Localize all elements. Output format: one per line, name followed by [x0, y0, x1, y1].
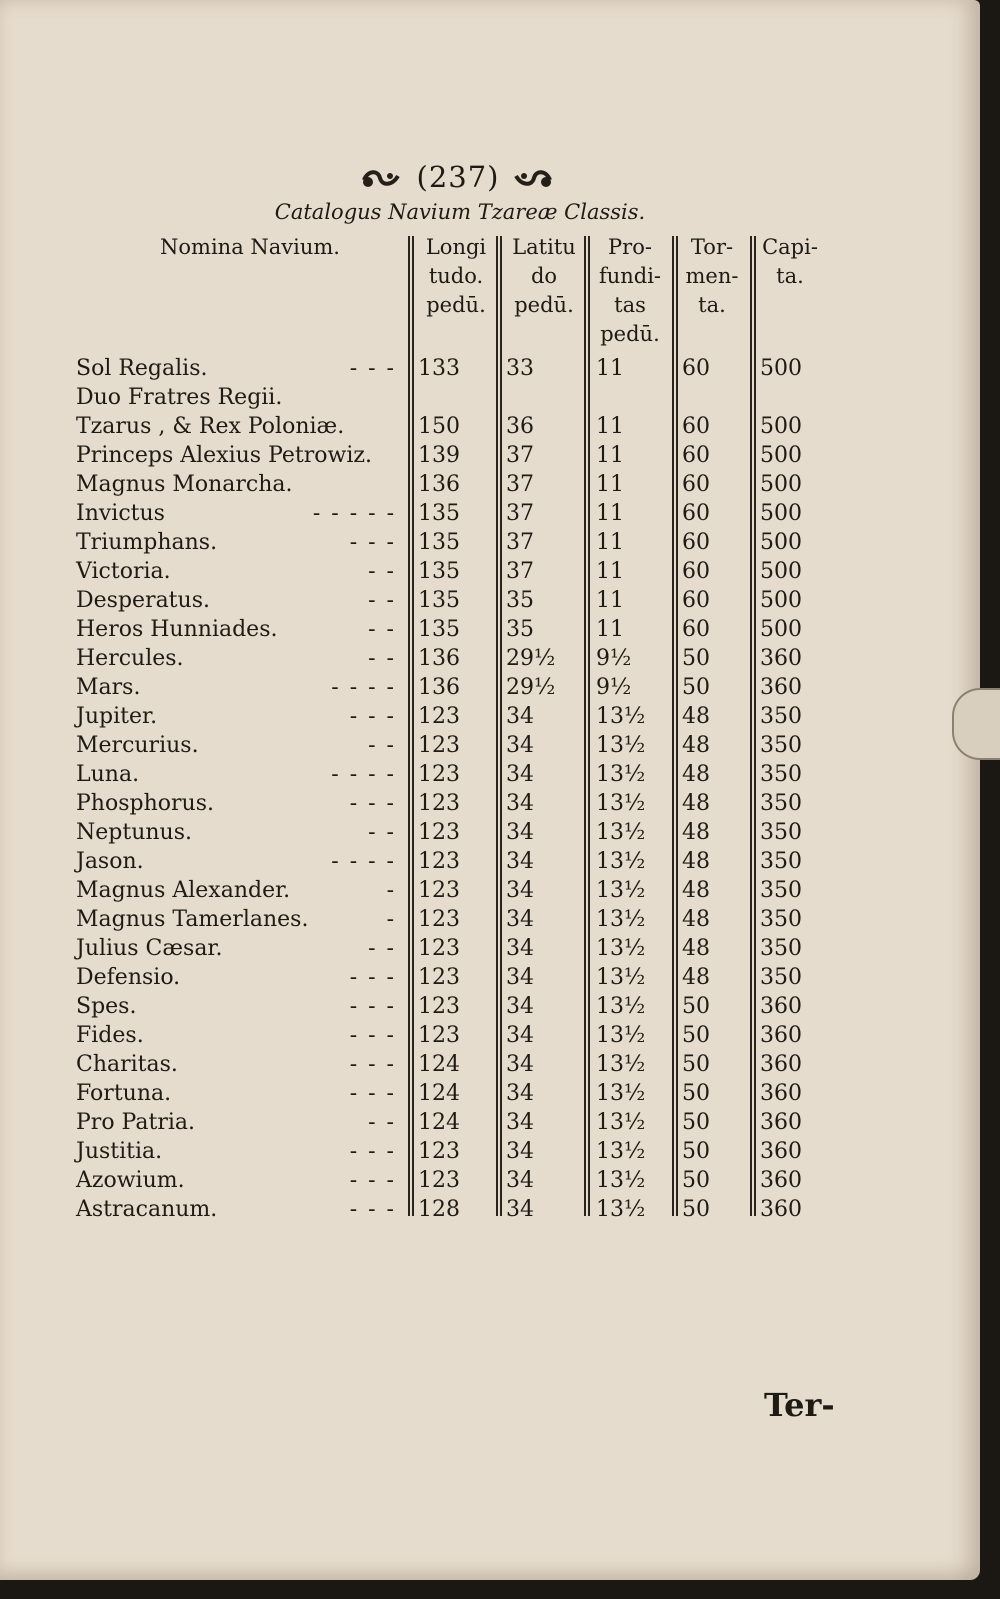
ship-depth: 9½ — [596, 646, 632, 671]
ship-width: 37 — [506, 559, 534, 584]
ship-crew: 500 — [760, 559, 802, 584]
ship-length: 135 — [418, 501, 460, 526]
ship-width: 34 — [506, 733, 534, 758]
leader-dashes: - - - — [349, 356, 396, 381]
ship-name: Defensio. — [76, 965, 181, 990]
ship-depth: 13½ — [596, 1168, 646, 1193]
table-row — [0, 1050, 980, 1079]
ship-depth: 13½ — [596, 994, 646, 1019]
ship-crew: 500 — [760, 414, 802, 439]
ship-crew: 360 — [760, 646, 802, 671]
table-row — [0, 470, 980, 499]
ship-depth: 11 — [596, 617, 624, 642]
header-depth-line: Pro- — [608, 235, 652, 259]
ship-name: Princeps Alexius Petrowiz. — [76, 443, 372, 468]
ship-crew: 350 — [760, 704, 802, 729]
ship-name: Pro Patria. — [76, 1110, 195, 1135]
ship-crew: 500 — [760, 530, 802, 555]
ship-name: Fides. — [76, 1023, 144, 1048]
ship-cannons: 60 — [682, 443, 710, 468]
ship-cannons: 48 — [682, 733, 710, 758]
header-depth-line: tas — [614, 293, 646, 317]
ship-cannons: 50 — [682, 675, 710, 700]
leader-dashes: - - - — [349, 530, 396, 555]
ship-name: Magnus Tamerlanes. — [76, 907, 309, 932]
leader-dashes: - - — [368, 559, 396, 584]
ship-length: 124 — [418, 1081, 460, 1106]
leader-dashes: - - - - - — [312, 501, 396, 526]
header-depth-line: pedū. — [600, 322, 660, 346]
ship-length: 123 — [418, 733, 460, 758]
table-row — [0, 702, 980, 731]
ship-length: 123 — [418, 849, 460, 874]
ship-depth: 13½ — [596, 704, 646, 729]
ship-width: 34 — [506, 994, 534, 1019]
ship-name: Hercules. — [76, 646, 184, 671]
ship-name: Heros Hunniades. — [76, 617, 278, 642]
ship-name: Magnus Monarcha. — [76, 472, 293, 497]
ship-cannons: 60 — [682, 501, 710, 526]
table-row — [0, 412, 980, 441]
ship-name: Azowium. — [76, 1168, 185, 1193]
ship-cannons: 60 — [682, 559, 710, 584]
table-row — [0, 441, 980, 470]
ship-width: 36 — [506, 414, 534, 439]
ship-width: 34 — [506, 1023, 534, 1048]
ship-depth: 13½ — [596, 965, 646, 990]
leader-dashes: - - - — [349, 1052, 396, 1077]
ship-name: Fortuna. — [76, 1081, 172, 1106]
ship-length: 135 — [418, 559, 460, 584]
leader-dashes: - - - - — [331, 762, 396, 787]
ship-crew: 350 — [760, 820, 802, 845]
ship-crew: 360 — [760, 1139, 802, 1164]
ship-width: 29½ — [506, 675, 556, 700]
table-row — [0, 1021, 980, 1050]
table-row — [0, 992, 980, 1021]
ship-depth: 11 — [596, 530, 624, 555]
ship-name: Duo Fratres Regii. — [76, 385, 283, 410]
header-cannons-line: Tor- — [690, 235, 734, 259]
ship-width: 37 — [506, 443, 534, 468]
header-crew-line: Capi- — [762, 235, 818, 259]
ship-name: Luna. — [76, 762, 140, 787]
table-row — [0, 934, 980, 963]
ship-cannons: 60 — [682, 588, 710, 613]
ship-length: 123 — [418, 704, 460, 729]
ship-width: 34 — [506, 878, 534, 903]
ship-width: 35 — [506, 617, 534, 642]
ship-crew: 350 — [760, 791, 802, 816]
ship-crew: 360 — [760, 1168, 802, 1193]
header-length — [416, 233, 496, 320]
ship-length: 128 — [418, 1197, 460, 1222]
ship-length: 123 — [418, 994, 460, 1019]
header-depth-line: fundi- — [598, 264, 662, 288]
table-row — [0, 383, 980, 412]
ship-length: 150 — [418, 414, 460, 439]
ship-depth: 13½ — [596, 1052, 646, 1077]
ship-crew: 350 — [760, 762, 802, 787]
ship-name: Mars. — [76, 675, 141, 700]
table-row — [0, 615, 980, 644]
header-length-line: Longi — [425, 235, 487, 259]
ship-depth: 11 — [596, 588, 624, 613]
ship-depth: 13½ — [596, 820, 646, 845]
ship-cannons: 60 — [682, 617, 710, 642]
ship-name: Victoria. — [76, 559, 171, 584]
ship-depth: 11 — [596, 414, 624, 439]
ship-depth: 11 — [596, 559, 624, 584]
ship-cannons: 50 — [682, 1081, 710, 1106]
ship-length: 124 — [418, 1052, 460, 1077]
ship-name: Tzarus , & Rex Poloniæ. — [76, 414, 345, 439]
ship-name: Mercurius. — [76, 733, 199, 758]
ship-depth: 13½ — [596, 1197, 646, 1222]
ship-depth: 11 — [596, 501, 624, 526]
leader-dashes: - - — [368, 617, 396, 642]
ship-crew: 360 — [760, 1023, 802, 1048]
ship-length: 133 — [418, 356, 460, 381]
leader-dashes: - - - — [349, 1139, 396, 1164]
ship-crew: 500 — [760, 617, 802, 642]
ship-cannons: 50 — [682, 1197, 710, 1222]
leader-dashes: - — [386, 907, 396, 932]
ship-length: 123 — [418, 820, 460, 845]
ship-depth: 13½ — [596, 849, 646, 874]
ship-name: Justitia. — [76, 1139, 163, 1164]
ship-crew: 350 — [760, 965, 802, 990]
leader-dashes: - - — [368, 588, 396, 613]
ship-depth: 13½ — [596, 936, 646, 961]
leader-dashes: - - - - — [331, 849, 396, 874]
header-depth — [592, 233, 668, 349]
ship-length: 136 — [418, 472, 460, 497]
ship-width: 35 — [506, 588, 534, 613]
ship-width: 33 — [506, 356, 534, 381]
header-cannons-line: ta. — [698, 293, 726, 317]
ship-depth: 13½ — [596, 1139, 646, 1164]
header-crew-line: ta. — [776, 264, 804, 288]
ship-cannons: 48 — [682, 965, 710, 990]
table-row — [0, 1166, 980, 1195]
table-row — [0, 876, 980, 905]
table-row — [0, 499, 980, 528]
ship-width: 29½ — [506, 646, 556, 671]
ship-crew: 360 — [760, 675, 802, 700]
ship-cannons: 48 — [682, 820, 710, 845]
ship-length: 124 — [418, 1110, 460, 1135]
table-row — [0, 673, 980, 702]
ship-depth: 13½ — [596, 791, 646, 816]
ship-name: Triumphans. — [76, 530, 218, 555]
leader-dashes: - - - — [349, 1168, 396, 1193]
leader-dashes: - - — [368, 646, 396, 671]
leader-dashes: - - - — [349, 1081, 396, 1106]
header-cannons — [680, 233, 744, 320]
ship-name: Sol Regalis. — [76, 356, 208, 381]
ship-crew: 360 — [760, 994, 802, 1019]
ship-length: 136 — [418, 646, 460, 671]
leader-dashes: - - — [368, 1110, 396, 1135]
ship-crew: 500 — [760, 443, 802, 468]
ship-depth: 13½ — [596, 1023, 646, 1048]
table-row — [0, 1108, 980, 1137]
leader-dashes: - - — [368, 733, 396, 758]
table-row — [0, 905, 980, 934]
ship-crew: 360 — [760, 1110, 802, 1135]
ship-depth: 13½ — [596, 878, 646, 903]
ship-width: 37 — [506, 501, 534, 526]
table-row — [0, 789, 980, 818]
ship-width: 34 — [506, 1081, 534, 1106]
ship-width: 34 — [506, 1110, 534, 1135]
ship-crew: 500 — [760, 588, 802, 613]
ship-length: 135 — [418, 588, 460, 613]
ship-cannons: 48 — [682, 849, 710, 874]
ship-depth: 11 — [596, 472, 624, 497]
ship-crew: 360 — [760, 1197, 802, 1222]
ship-length: 135 — [418, 617, 460, 642]
ship-depth: 9½ — [596, 675, 632, 700]
ship-name: Julius Cæsar. — [76, 936, 223, 961]
ship-name: Invictus — [76, 501, 165, 526]
table-row — [0, 1195, 980, 1224]
ship-name: Spes. — [76, 994, 137, 1019]
catalog-title: Catalogus Navium Tzareæ Classis. — [274, 200, 646, 224]
leader-dashes: - - - — [349, 965, 396, 990]
ship-length: 123 — [418, 1139, 460, 1164]
ship-depth: 11 — [596, 443, 624, 468]
ship-cannons: 50 — [682, 1023, 710, 1048]
ship-width: 34 — [506, 849, 534, 874]
ship-crew: 350 — [760, 936, 802, 961]
table-row — [0, 586, 980, 615]
header-cannons-line: men- — [685, 264, 739, 288]
fleuron-ornament-left-icon — [360, 166, 402, 194]
table-row — [0, 354, 980, 383]
ship-length: 135 — [418, 530, 460, 555]
ship-width: 37 — [506, 530, 534, 555]
page-number: (237) — [416, 160, 500, 194]
ship-width: 34 — [506, 1052, 534, 1077]
ship-depth: 13½ — [596, 733, 646, 758]
leader-dashes: - - - - — [331, 675, 396, 700]
leader-dashes: - — [386, 878, 396, 903]
leader-dashes: - - — [368, 820, 396, 845]
leader-dashes: - - - — [349, 704, 396, 729]
ship-name: Jason. — [76, 849, 144, 874]
ship-name: Jupiter. — [76, 704, 158, 729]
ship-cannons: 48 — [682, 907, 710, 932]
ship-depth: 13½ — [596, 1081, 646, 1106]
header-width-line: do — [530, 264, 558, 288]
ship-name: Magnus Alexander. — [76, 878, 291, 903]
ship-length: 123 — [418, 1023, 460, 1048]
ship-depth: 13½ — [596, 1110, 646, 1135]
ship-width: 37 — [506, 472, 534, 497]
ship-crew: 500 — [760, 501, 802, 526]
ship-cannons: 50 — [682, 1168, 710, 1193]
ship-cannons: 50 — [682, 1110, 710, 1135]
ship-cannons: 60 — [682, 472, 710, 497]
table-row — [0, 557, 980, 586]
ship-crew: 350 — [760, 907, 802, 932]
ship-cannons: 48 — [682, 704, 710, 729]
ship-cannons: 60 — [682, 356, 710, 381]
ship-width: 34 — [506, 1168, 534, 1193]
header-length-line: tudo. — [428, 264, 484, 288]
ship-name: Charitas. — [76, 1052, 178, 1077]
ship-crew: 360 — [760, 1081, 802, 1106]
header-width-line: pedū. — [514, 293, 574, 317]
header-width-line: Latitu — [512, 235, 576, 259]
leader-dashes: - - - — [349, 1023, 396, 1048]
ship-width: 34 — [506, 820, 534, 845]
header-name: Nomina Navium. — [160, 235, 340, 259]
ship-cannons: 48 — [682, 791, 710, 816]
ship-cannons: 50 — [682, 646, 710, 671]
ship-length: 123 — [418, 762, 460, 787]
ship-width: 34 — [506, 762, 534, 787]
ship-width: 34 — [506, 965, 534, 990]
ship-width: 34 — [506, 791, 534, 816]
ship-cannons: 48 — [682, 878, 710, 903]
ship-depth: 13½ — [596, 907, 646, 932]
leader-dashes: - - - — [349, 1197, 396, 1222]
ship-length: 139 — [418, 443, 460, 468]
ship-length: 123 — [418, 878, 460, 903]
ship-width: 34 — [506, 1197, 534, 1222]
header-crew — [758, 233, 822, 291]
table-row — [0, 847, 980, 876]
ship-name: Astracanum. — [76, 1197, 218, 1222]
ship-cannons: 48 — [682, 936, 710, 961]
ship-crew: 350 — [760, 849, 802, 874]
ship-crew: 500 — [760, 472, 802, 497]
ship-cannons: 60 — [682, 530, 710, 555]
ship-depth: 13½ — [596, 762, 646, 787]
ship-length: 123 — [418, 1168, 460, 1193]
ship-width: 34 — [506, 1139, 534, 1164]
table-row — [0, 818, 980, 847]
table-row — [0, 644, 980, 673]
ship-crew: 350 — [760, 733, 802, 758]
catchword: Ter- — [764, 1386, 835, 1424]
ship-cannons: 50 — [682, 1052, 710, 1077]
ship-name: Phosphorus. — [76, 791, 214, 816]
table-row — [0, 1137, 980, 1166]
leader-dashes: - - - — [349, 791, 396, 816]
ship-cannons: 48 — [682, 762, 710, 787]
ship-width: 34 — [506, 704, 534, 729]
ship-width: 34 — [506, 907, 534, 932]
header-width — [504, 233, 584, 320]
ship-cannons: 50 — [682, 994, 710, 1019]
ship-length: 123 — [418, 965, 460, 990]
leader-dashes: - - — [368, 936, 396, 961]
leader-dashes: - - - — [349, 994, 396, 1019]
table-row — [0, 731, 980, 760]
ship-length: 123 — [418, 791, 460, 816]
ship-length: 123 — [418, 936, 460, 961]
table-row — [0, 760, 980, 789]
ship-name: Neptunus. — [76, 820, 192, 845]
ship-cannons: 50 — [682, 1139, 710, 1164]
ship-width: 34 — [506, 936, 534, 961]
ship-crew: 350 — [760, 878, 802, 903]
fleuron-ornament-right-icon — [512, 166, 554, 194]
ship-cannons: 60 — [682, 414, 710, 439]
table-row — [0, 1079, 980, 1108]
ship-length: 136 — [418, 675, 460, 700]
ship-length: 123 — [418, 907, 460, 932]
table-row — [0, 963, 980, 992]
ship-crew: 360 — [760, 1052, 802, 1077]
ship-depth: 11 — [596, 356, 624, 381]
ship-name: Desperatus. — [76, 588, 210, 613]
ship-crew: 500 — [760, 356, 802, 381]
header-length-line: pedū. — [426, 293, 486, 317]
table-row — [0, 528, 980, 557]
